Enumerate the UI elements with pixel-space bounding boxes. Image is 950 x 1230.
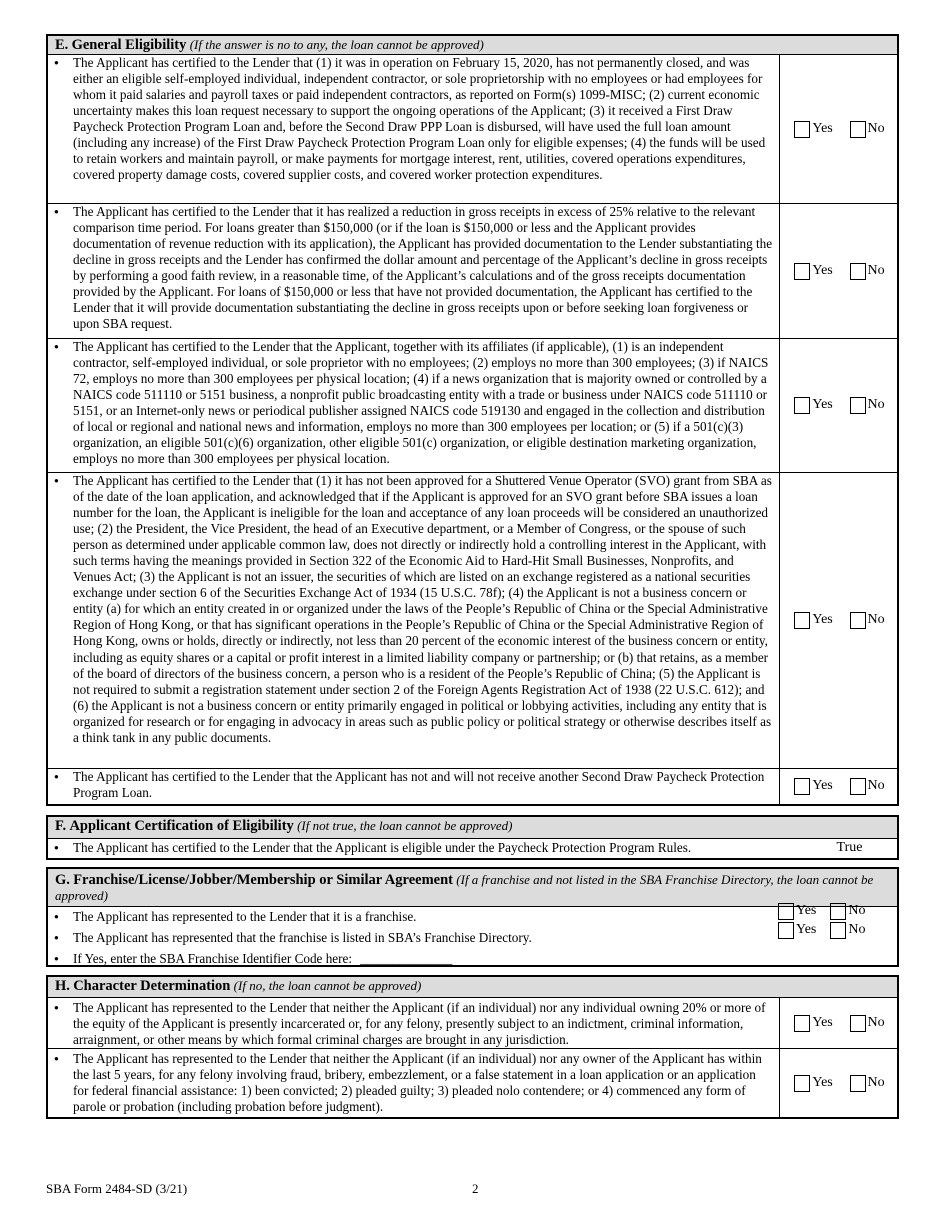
yes-checkbox[interactable] bbox=[794, 397, 810, 414]
yes-checkbox[interactable] bbox=[794, 612, 810, 629]
bullet bbox=[54, 473, 73, 768]
eligibility-1-yes[interactable]: Yes bbox=[794, 121, 832, 138]
character-2-no[interactable]: No bbox=[850, 1075, 885, 1092]
eligibility-5-no[interactable]: No bbox=[850, 778, 885, 795]
eligibility-5-yes[interactable]: Yes bbox=[794, 778, 832, 795]
no-checkbox[interactable] bbox=[850, 1015, 866, 1032]
section-f-letter: F. bbox=[55, 818, 67, 834]
section-g-header bbox=[48, 869, 897, 907]
eligibility-text-3: The Applicant has certified to the Lender that the Applicant, together with its affiliates (if applicable), (1) is an independent contractor, self-employed individual, or sole proprietor with no employees; (2) employs no more than 300 employees; (3) if NAICS 72, employs no more than 300 employees per physical location; (4) if a news organization that is majority owned or controlled by a NAICS code 511110 or 5151 business, a nonprofit public broadcasting entity with a trade or business under NAICS code 511110 or 5151, or an Internet-only news or periodical publisher assigned NAICS code 519130 and engaged in the collection and distribution of local or regional and national news and information, employs no more than 300 employees per location; or (5) if a 501(c)(3) organization, an eligible 501(c)(6) organization, other eligible 501(c) organization, or eligible destination marketing organization, employs no more than 300 employees per physical location. bbox=[73, 339, 769, 467]
section-e-note: (If the answer is no to any, the loan cannot be approved) bbox=[189, 37, 484, 52]
yes-checkbox[interactable] bbox=[794, 263, 810, 280]
section-f-title: Applicant Certification of Eligibility bbox=[69, 818, 294, 834]
bullet bbox=[54, 951, 73, 969]
franchise-1-no[interactable]: No bbox=[830, 903, 865, 920]
no-checkbox[interactable] bbox=[850, 1075, 866, 1092]
no-checkbox[interactable] bbox=[850, 121, 866, 138]
section-e-header bbox=[48, 36, 897, 55]
form-id: SBA Form 2484-SD (3/21) bbox=[46, 1181, 188, 1196]
bullet bbox=[54, 840, 73, 858]
yes-checkbox[interactable] bbox=[778, 922, 794, 939]
no-checkbox[interactable] bbox=[850, 612, 866, 629]
franchise-answers-1 bbox=[778, 903, 866, 920]
franchise-list bbox=[48, 903, 897, 969]
character-row-2 bbox=[48, 1049, 897, 1117]
eligibility-4-yes[interactable]: Yes bbox=[794, 612, 832, 629]
no-checkbox[interactable] bbox=[830, 922, 846, 939]
section-f-header bbox=[48, 817, 897, 839]
yes-checkbox[interactable] bbox=[794, 778, 810, 795]
no-checkbox[interactable] bbox=[850, 263, 866, 280]
eligibility-text-1: The Applicant has certified to the Lender that (1) it was in operation on February 15, 2020, has not permanently closed, and was either an eligible self-employed individual, independent contractor, or sole proprietorship with no employees or had employees for whom it paid salaries and payroll taxes or paid independent contractors, as reported on Form(s) 1099-MISC; (2) current economic uncertainty makes this loan request necessary to support the ongoing operations of the Applicant; (3) it received a First Draw Paycheck Protection Program Loan and, before the Second Draw PPP Loan is disbursed, will have used the full loan amount (including any increase) of the First Draw Paycheck Protection Program Loan only for eligible expenses; (4) the funds will be used to retain workers and maintain payroll, or make payments for mortgage interest, rent, utilities, covered operations expenditures, covered property damage costs, covered supplier costs, and covered worker protection expenditures. bbox=[73, 55, 766, 183]
character-text-1: The Applicant has represented to the Lender that neither the Applicant (if an individual) nor any individual owning 20% or more of the equity of the Applicant is presently incarcerated or, for any felony, presently subject to an indictment, criminal information, arraignment, or other means by which formal criminal charges are brought in any jurisdiction. bbox=[73, 1000, 766, 1048]
franchise-item-3: ● If Yes, enter the SBA Franchise Identifier Code here: ______________ bbox=[48, 951, 897, 969]
yes-checkbox[interactable] bbox=[794, 1015, 810, 1032]
eligibility-text-4: The Applicant has certified to the Lender that (1) it has not been approved for a Shuttered Venue Operator (SVO) grant from SBA as of the date of the loan application, and acknowledged that if the Applicant is approved for an SVO grant before SBA issues a loan number for the loan, the Applicant is ineligible for the loan and acceptance of any loan proceeds will be considered an unauthorized use; (2) the President, the Vice President, the head of an Executive department, or a Member of Congress, or the spouse of such person as determined under applicable common law, does not directly or indirectly hold a controlling interest in the Applicant, with such terms having the meanings provided in Section 322 of the Economic Aid to Hard-Hit Small Businesses, Nonprofits, and Venues Act; (3) the Applicant is not an issuer, the securities of which are listed on an exchange registered as a national securities exchange under section 6 of the Securities Exchange Act of 1934 (15 U.S.C. 78f); (4) the Applicant is not a business concern or entity (a) for which an entity created in or organized under the laws of the People’s Republic of China or the Special Administrative Region of Hong Kong, or that has significant operations in the People’s Republic of China or the Special Administrative Region of Hong Kong, owns or holds, directly or indirectly, not less than 20 percent of the economic interest of the business concern or entity, including as equity shares or a capital or profit interest in a limited liability company or partnership; or (b) that retains, as a member of the board of directors of the business concern, a person who is a resident of the People’s Republic of China; (5) the Applicant is not required to submit a registration statement under section 2 of the Foreign Agents Registration Act of 1938 (22 U.S.C. 612); and (6) the Applicant is not a business concern or entity primarily engaged in political or lobbying activities, including any entity that is organized for research or for engaging in advocacy in areas such as public policy or political strategy or otherwise describes itself as a think tank in any public documents. bbox=[73, 473, 772, 745]
no-checkbox[interactable] bbox=[830, 903, 846, 920]
yes-checkbox[interactable] bbox=[794, 121, 810, 138]
bullet bbox=[54, 55, 73, 203]
section-h-note: (If no, the loan cannot be approved) bbox=[233, 978, 422, 993]
section-g-title: Franchise/License/Jobber/Membership or Similar Agreement bbox=[73, 872, 453, 888]
franchise-item-1: ● The Applicant has represented to the Lender that it is a franchise. bbox=[48, 909, 897, 930]
eligibility-row-3 bbox=[48, 339, 897, 473]
eligibility-2-yes[interactable]: Yes bbox=[794, 263, 832, 280]
section-e bbox=[46, 34, 899, 806]
section-h bbox=[46, 975, 899, 1119]
certification-text: The Applicant has certified to the Lender that the Applicant is eligible under the Paycheck Protection Program Rules. bbox=[73, 840, 692, 855]
section-f bbox=[46, 815, 899, 860]
bullet bbox=[54, 1000, 73, 1048]
eligibility-row-4 bbox=[48, 473, 897, 769]
eligibility-2-no[interactable]: No bbox=[850, 263, 885, 280]
no-checkbox[interactable] bbox=[850, 397, 866, 414]
certification-row bbox=[48, 839, 897, 858]
section-g bbox=[46, 867, 899, 967]
franchise-item-2: ● The Applicant has represented that the franchise is listed in SBA’s Franchise Directory. bbox=[48, 930, 897, 951]
eligibility-row-5 bbox=[48, 769, 897, 804]
bullet bbox=[54, 909, 73, 930]
franchise-2-no[interactable]: No bbox=[830, 922, 865, 939]
section-h-title: Character Determination bbox=[73, 978, 231, 994]
eligibility-3-yes[interactable]: Yes bbox=[794, 397, 832, 414]
page-number: 2 bbox=[472, 1181, 479, 1196]
section-h-header bbox=[48, 977, 897, 998]
bullet bbox=[54, 204, 73, 338]
eligibility-1-no[interactable]: No bbox=[850, 121, 885, 138]
franchise-answers-2 bbox=[778, 922, 866, 939]
yes-checkbox[interactable] bbox=[778, 903, 794, 920]
character-1-no[interactable]: No bbox=[850, 1015, 885, 1032]
franchise-code-field[interactable]: ______________ bbox=[360, 951, 453, 966]
bullet bbox=[54, 930, 73, 951]
character-text-2: The Applicant has represented to the Lender that neither the Applicant (if an individual) nor any owner of the Applicant has within the last 5 years, for any felony involving fraud, bribery, embezzlement, or a false statement in a loan application or an application for federal financial assistance: 1) been convicted; 2) pleaded guilty; 3) pleaded nolo contendere; or 4) commenced any form of parole or probation (including probation before judgment). bbox=[73, 1051, 762, 1115]
section-f-note: (If not true, the loan cannot be approved) bbox=[297, 818, 513, 833]
character-1-yes[interactable]: Yes bbox=[794, 1015, 832, 1032]
character-row-1 bbox=[48, 998, 897, 1049]
section-e-letter: E. bbox=[55, 37, 69, 53]
eligibility-row-2 bbox=[48, 204, 897, 339]
eligibility-text-5: The Applicant has certified to the Lender that the Applicant has not and will not receive another Second Draw Paycheck Protection Program Loan. bbox=[73, 769, 765, 801]
bullet bbox=[54, 1051, 73, 1117]
franchise-1-yes[interactable]: Yes bbox=[778, 903, 816, 920]
yes-checkbox[interactable] bbox=[794, 1075, 810, 1092]
no-checkbox[interactable] bbox=[850, 778, 866, 795]
section-g-letter: G. bbox=[55, 872, 70, 888]
section-g-note: (If a franchise and not listed in the SBA Franchise Directory, the loan cannot be approved) bbox=[55, 872, 874, 904]
franchise-2-yes[interactable]: Yes bbox=[778, 922, 816, 939]
certification-value: True bbox=[836, 840, 863, 856]
eligibility-text-2: The Applicant has certified to the Lender that it has realized a reduction in gross receipts in excess of 25% relative to the relevant comparison time period. For loans greater than $150,000 (or if the loan is $150,000 or less and the Applicant provides documentation of revenue reduction with its application), the Applicant has provided documentation to the Lender substantiating the decline in gross receipts and the Lender has confirmed the dollar amount and percentage of the Applicant’s decline in gross receipts by performing a good faith review, in a reasonable time, of the Applicant’s calculations and of the gross receipts documentation provided by the Applicant. For loans of $150,000 or less that have not provided documentation, the Applicant has certified to the Lender that it will provide documentation substantiating the decline in gross receipts upon or before seeking loan forgiveness or upon SBA request. bbox=[73, 204, 773, 332]
eligibility-4-no[interactable]: No bbox=[850, 612, 885, 629]
bullet bbox=[54, 339, 73, 472]
eligibility-3-no[interactable]: No bbox=[850, 397, 885, 414]
section-e-title: General Eligibility bbox=[71, 37, 187, 53]
character-2-yes[interactable]: Yes bbox=[794, 1075, 832, 1092]
section-h-letter: H. bbox=[55, 978, 70, 994]
eligibility-row-1 bbox=[48, 55, 897, 204]
bullet bbox=[54, 769, 73, 804]
